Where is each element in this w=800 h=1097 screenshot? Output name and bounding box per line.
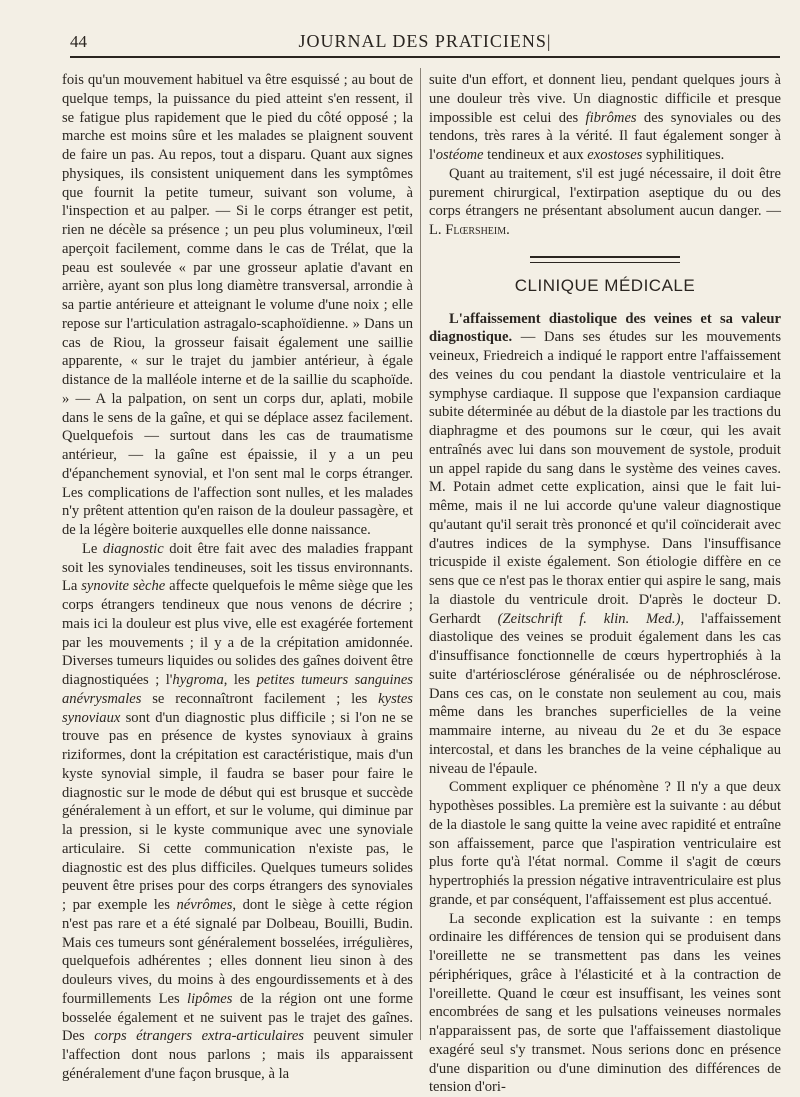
column-divider: [420, 68, 421, 1040]
journal-title: JOURNAL DES PRATICIENS|: [70, 31, 780, 52]
running-head: [70, 30, 780, 58]
paragraph-hypotheses: Comment expliquer ce phénomène ? Il n'y a que deux hypothèses possibles. La première est la suivante : au début de la diastole le sang quitte la veine avec rapidité et entraîne son affaissement, parce que l'aspiration ventriculaire est plus forte qu'à l'état normal. Comme il s'agit de cœurs hypertrophiés la pression négative intraventriculaire est plus grande, et par conséquent, l'affaissement est plus accentué.: [429, 778, 781, 909]
page-number: 44: [70, 32, 87, 52]
paragraph-article-intro: L'affaissement diastolique des veines et sa valeur diagnostique. — Dans ses études sur les mouvements veineux, Friedreich a indiqué le rapport entre l'affaissement des veines du cou pendant la diastole ventriculaire et la symphyse cardiaque. Il suppose que l'expansion cardiaque subite déterminée au début de la diastole par les tractions du diaphragme et des poumons sur le cœur, qui les avait entraînés avec lui dans son mouvement de systole, produit un appel rapide du sang dans le système des veines caves. M. Potain admet cette explication, ainsi que le fait lui-même, mais il ne lui accorde qu'une valeur diagnostique qu'autant qu'il serait très prononcé et qu'il coïnciderait avec d'autres indices de la symphyse. Dans l'insuffisance tricuspide il existe également. Son étiologie diffère en ce sens que ce n'est pas le thorax entier qui aspire le sang, mais la diastole du ventricule droit. D'après le docteur D. Gerhardt (Zeitschrift f. klin. Med.), l'affaissement diastolique des veines se produit également dans les cas d'insuffisance fonctionnelle de cœurs hypertrophiés à la suite d'artériosclérose généralisée ou de néphrosclérose. Dans ces cas, on le constate non seulement au cou, mais même dans les branches superficielles de la veine mammaire interne, au niveau du 2e et du 3e espace intercostal, et dans les branches de la veine céphalique au niveau de l'épaule.: [429, 310, 781, 779]
paragraph-symptoms: fois qu'un mouvement habituel va être esquissé ; au bout de quelque temps, la puissance du pied atteint s'en ressent, il se fatigue plus rapidement que le pied du côté opposé ; la marche est moins sûre et les malades se plaignent souvent de faire un pas. Au repos, tout a disparu. Quant aux signes physiques, ils consistent uniquement dans les symptômes que fournit la petite tumeur, suivant son volume, à l'inspection et au palper. — Si le corps étranger est petit, rien ne décèle sa présence ; un peu plus volumineux, l'œil aperçoit facilement, comme dans le cas de Trélat, que la peau est soulevée « par une grosseur aplatie d'avant en arrière, ayant son plus long diamètre transversal, arrondie à sa partie antérieure et atteignant le volume d'une noix ; elle repose sur l'articulation astragalo-scaphoïdienne. » Dans un cas de Riou, la grosseur faisait également une saillie apparente, « sur le trajet du jambier antérieur, à égale distance de la malléole interne et de la saillie du scaphoïde. » — A la palpation, on sent un corps dur, aplati, mobile dans le sens de la gaîne, et qui se déplace assez facilement. Quelquefois — surtout dans les cas de traumatisme antérieur, — la gaîne est épaissie, il y a un peu d'épanchement synovial, et l'on sent mal le corps étranger. Les complications de l'affection sont nulles, et les malades n'y prêtent attention qu'en raison de la douleur passagère, et de la légère boiterie auxquelles elle donne naissance.: [62, 71, 413, 540]
paragraph-continuation: suite d'un effort, et donnent lieu, pendant quelques jours à une douleur très vive. Un diagnostic difficile et presque impossible est celui des fibrômes des synoviales ou des tendons, très rares à la vérité. Il faut également songer à l'ostéome tendineux et aux exostoses syphilitiques.: [429, 71, 781, 165]
right-column: [429, 71, 781, 1041]
author-signature: Flœrsheim.: [445, 222, 510, 238]
article-title: L'affaissement diastolique des veines et sa valeur diagnostique.: [429, 311, 781, 346]
paragraph-treatment: Quant au traitement, s'il est jugé nécessaire, il doit être purement chirurgical, l'extirpation aseptique du ou des corps étrangers ne présentant absolument aucun danger. — L. Flœrsheim.: [429, 165, 781, 240]
paragraph-diagnostic: Le diagnostic doit être fait avec des maladies frappant soit les synoviales tendineuses, soit les tissus environnants. La synovite sèche affecte quelquefois le même siège que les corps étrangers tendineux que nous venons de décrire ; mais ici la douleur est plus vive, elle est exagérée fortement par les mouvements ; il y a de la crépitation amidonnée. Diverses tumeurs liquides ou solides des gaînes doivent être diagnostiquées ; l'hygroma, les petites tumeurs sanguines anévrysmales se reconnaîtront facilement ; les kystes synoviaux sont d'un diagnostic plus difficile ; si l'on ne se trouve pas en présence de kystes synoviaux à grains riziformes, dont la crépitation est caractéristique, mais d'un kyste synovial simple, il faudra se baser pour faire le diagnostic sur le mode de début qui est brusque et succède généralement à un effort, et sur le volume, qui diminue par la pression, si le kyste communique avec une synoviale articulaire. Si cette communication n'existe pas, le diagnostic est des plus difficiles. Quelques tumeurs solides peuvent être prises pour des corps étrangers des synoviales ; par exemple les névrômes, dont le siège à cette région n'est pas rare et a été signalé par Dolbeau, Bouilli, Budin. Mais ces tumeurs sont généralement bosselées, irrégulières, quelquefois adhérentes ; elles donnent lieu sinon à des douleurs vives, du moins à des engourdissements et à des fourmillements Les lipômes de la région ont une forme bosselée également et ne suivent pas le trajet des gaînes. Des corps étrangers extra-articulaires peuvent simuler l'affection dont nous parlons ; mais ils apparaissent généralement d'une façon brusque, à la: [62, 540, 413, 1084]
section-divider: [530, 256, 680, 263]
section-title: CLINIQUE MÉDICALE: [429, 277, 781, 296]
left-column: [62, 71, 413, 1041]
paragraph-second-explanation: La seconde explication est la suivante : en temps ordinaire les différences de tension qui se produisent dans l'oreillette ne se transmettent pas dans les veines périphériques, grâce à l'élasticité et à la contraction de l'oreillette. Quand le cœur est insuffisant, les veines sont encombrées de sang et les pulsations veineuses normales n'apparaissent pas, de sorte que l'affaissement diastolique exagéré seul s'y transmet. Nous serions donc en présence d'une disparition ou d'une diminution des différences de tension d'ori-: [429, 910, 781, 1097]
